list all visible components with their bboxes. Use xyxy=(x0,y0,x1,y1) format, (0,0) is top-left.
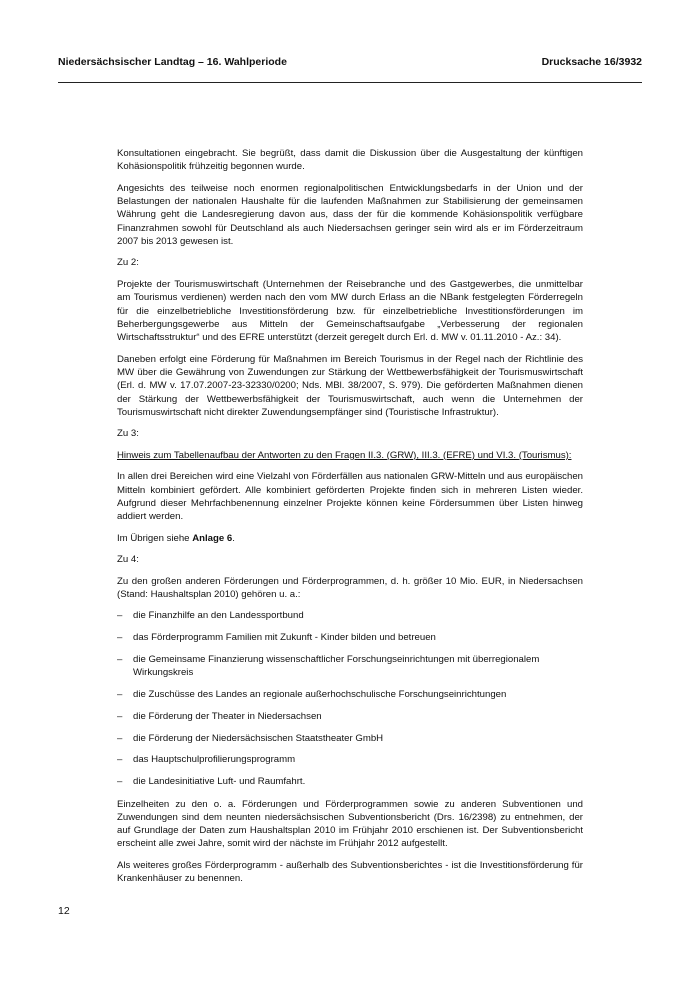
document-body xyxy=(117,147,583,894)
list-item-text: die Finanzhilfe an den Landessportbund xyxy=(133,610,304,622)
page-number: 12 xyxy=(58,905,70,917)
paragraph: Daneben erfolgt eine Förderung für Maßnahmen im Bereich Tourismus in der Regel nach der Richtlinie des MW über die Gewährung von Zuwendungen zur Stärkung der Wettbewerbsfähigkeit der Tourismuswirtschaft (Erl. d. MW v. 17.07.2007-23-32330/0200; Nds. MBl. 38/2007, S. 979). Die geförderten Maßnahmen dienen der Stärkung der Wettbewerbsfähigkeit der Tourismuswirtschaft, auch wenn die Unternehmen der Tourismuswirtschaft nicht direkter Zuwendungsempfänger sind (Touristische Infrastruktur). xyxy=(117,353,583,418)
dash-bullet: – xyxy=(117,610,123,622)
list-item xyxy=(117,653,583,680)
dash-bullet: – xyxy=(117,689,123,701)
list-item xyxy=(117,631,583,644)
list-item-text: das Förderprogramm Familien mit Zukunft - Kinder bilden und betreuen xyxy=(133,632,436,644)
section-label: Zu 2: xyxy=(117,257,139,269)
list-item-text: die Landesinitiative Luft- und Raumfahrt. xyxy=(133,776,306,788)
dash-bullet: – xyxy=(117,632,123,644)
paragraph: In allen drei Bereichen wird eine Vielzahl von Förderfällen aus nationalen GRW-Mitteln und aus europäischen Mitteln kombiniert gefördert. Alle kombiniert geförderten Projekte finden sich in mehreren Listen wieder. Aufgrund dieser Mehrfachbenennung einzelner Projekte können keine Fördersummen über Listen hinweg addiert werden. xyxy=(117,471,583,523)
list-item xyxy=(117,609,583,622)
list-item-text: die Förderung der Theater in Niedersachsen xyxy=(133,710,322,722)
list-item xyxy=(117,688,583,701)
paragraph: Angesichts des teilweise noch enormen regionalpolitischen Entwicklungsbedarfs in der Union und der Belastungen der nationalen Haushalte für die laufenden Maßnahmen zur Stabilisierung der gemeinsamen Währung geht die Landesregierung davon aus, dass der für die kommende Kohäsionspolitik verfügbare Finanzrahmen sowohl für Deutschland als auch Niedersachsen geringer sein wird als er im Förderzeitraum 2007 bis 2013 gewesen ist. xyxy=(117,182,583,247)
annex-link: Anlage 6 xyxy=(192,532,233,544)
paragraph: Konsultationen eingebracht. Sie begrüßt, dass damit die Diskussion über die Ausgestaltung der künftigen Kohäsionspolitik frühzeitig begonnen wurde. xyxy=(117,148,583,173)
section-label: Zu 3: xyxy=(117,428,139,440)
list-item xyxy=(117,775,583,788)
section-label: Zu 4: xyxy=(117,554,139,566)
annex-reference-text: Im Übrigen siehe xyxy=(117,532,193,544)
header-divider xyxy=(58,82,642,83)
dash-bullet: – xyxy=(117,732,123,744)
dash-bullet: – xyxy=(117,710,123,722)
list-item-text: die Gemeinsame Finanzierung wissenschaftlicher Forschungseinrichtungen mit überregionalem Wirkungskreis xyxy=(133,653,540,679)
dash-bullet: – xyxy=(117,754,123,766)
paragraph: Als weiteres großes Förderprogramm - außerhalb des Subventionsberichtes - ist die Investitionsförderung für Krankenhäuser zu benennen. xyxy=(117,859,583,885)
annex-reference xyxy=(117,532,583,545)
document-number: Drucksache 16/3932 xyxy=(541,56,642,68)
list-item-text: das Hauptschulprofilierungsprogramm xyxy=(133,754,296,766)
list-item xyxy=(117,710,583,723)
paragraph: Zu den großen anderen Förderungen und Förderprogrammen, d. h. größer 10 Mio. EUR, in Niedersachsen (Stand: Haushaltsplan 2010) gehören u. a.: xyxy=(117,575,583,600)
page-header xyxy=(58,56,642,68)
paragraph: Einzelheiten zu den o. a. Förderungen und Förderprogrammen sowie zu anderen Subventionen und Zuwendungen sind dem neunten niedersächsischen Subventionsbericht (Drs. 16/2398) zu entnehmen, der auf Grundlage der Daten zum Haushaltsplan 2010 im Frühjahr 2010 erschienen ist. Der Subventionsbericht erscheint alle zwei Jahre, somit wird der nächste im Frühjahr 2012 aufgestellt. xyxy=(117,798,583,850)
dash-bullet: – xyxy=(117,653,123,665)
header-title: Niedersächsischer Landtag – 16. Wahlperiode xyxy=(58,56,287,68)
funding-program-list xyxy=(117,609,583,788)
dash-bullet: – xyxy=(117,776,123,788)
list-item xyxy=(117,753,583,766)
paragraph: Projekte der Tourismuswirtschaft (Unternehmen der Reisebranche und des Gastgewerbes, die unmittelbar am Tourismus verdienen) werden nach den vom MW durch Erlass an die NBank festgelegten Förderregeln für die einzelbetriebliche Investitionsförderung bzw. für einzelbetriebliche Investitionsförderungen im Beherbergungsgewerbe aus Mitteln der Gemeinschaftsaufgabe „Verbesserung der regionalen Wirtschaftsstruktur“ und des EFRE unterstützt (derzeit geregelt durch Erl. d. MW v. 01.11.2010 - Az.: 34). xyxy=(117,278,583,344)
annex-period: . xyxy=(232,532,235,544)
list-item xyxy=(117,732,583,745)
list-item-text: die Förderung der Niedersächsischen Staatstheater GmbH xyxy=(133,732,384,744)
list-item-text: die Zuschüsse des Landes an regionale außerhochschulische Forschungseinrichtungen xyxy=(133,689,507,701)
table-structure-note: Hinweis zum Tabellenaufbau der Antworten zu den Fragen II.3. (GRW), III.3. (EFRE) und VI.3. (Tourismus): xyxy=(117,449,572,461)
